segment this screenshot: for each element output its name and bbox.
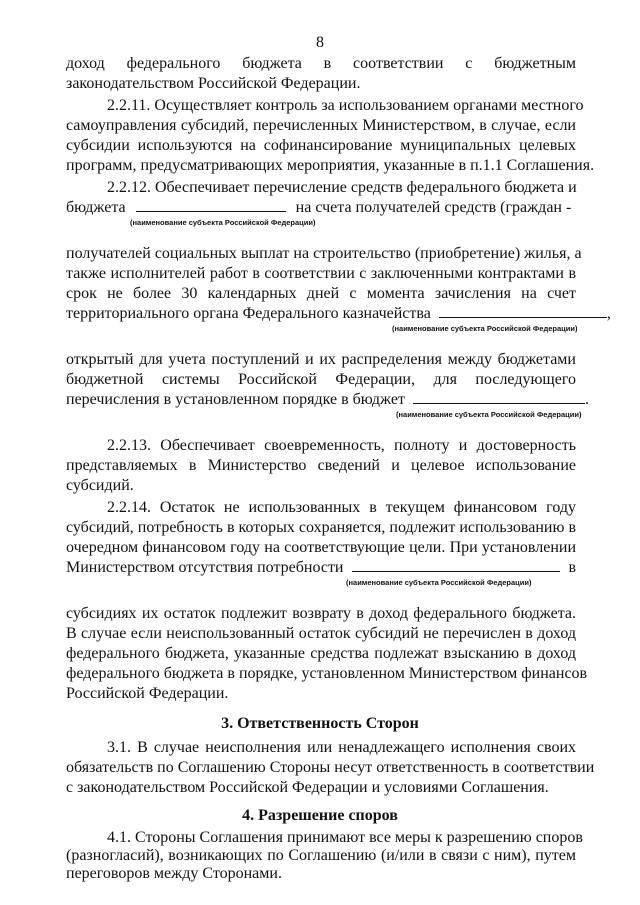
text-line: очередном финансовом году на соответствующие цели. При установлении (66, 539, 576, 556)
text-line: федерального бюджета, указанные средства подлежат взысканию в доход (66, 645, 576, 662)
fill-in-blank (352, 558, 560, 572)
text-line: 2.2.12. Обеспечивает перечисление средств федерального бюджета и (107, 179, 577, 196)
text-line: открытый для учета поступлений и их распределения между бюджетами (66, 351, 576, 368)
text-line-with-blank (66, 390, 589, 410)
text-line: обязательств по Соглашению Стороны несут ответственность в соответствии (66, 759, 595, 776)
text-line: Российской Федерации. (66, 685, 229, 702)
text-line: федерального бюджета в порядке, установленном Министерством финансов (66, 665, 588, 682)
blank-caption: (наименование субъекта Российской Федерации) (392, 324, 578, 333)
fill-in-blank (413, 390, 585, 404)
text-line: (разногласий), возникающих по Соглашению (и/или в связи с ним), путем (66, 847, 576, 864)
text-line-with-blank (66, 304, 611, 324)
text-line: переговоров между Сторонами. (66, 865, 282, 882)
text-line: также исполнителей работ в соответствии с заключенными контрактами в (66, 265, 576, 282)
text-fragment: перечисления в установленном порядке в бюджет (66, 391, 405, 408)
text-line: программ, предусматривающих мероприятия, указанные в п.1.1 Соглашения. (66, 157, 595, 174)
text-fragment: на счета получателей средств (граждан - (295, 199, 572, 216)
section-heading: 3. Ответственность Сторон (221, 715, 419, 732)
text-line-with-blank (66, 558, 576, 578)
text-line: субсидии используются на софинансирование муниципальных целевых (66, 137, 576, 154)
text-line: срок не более 30 календарных дней с момента зачисления на счет (66, 285, 576, 302)
text-line: субсидий. (66, 477, 134, 494)
text-line: 2.2.13. Обеспечивает своевременность, полноту и достоверность (107, 437, 576, 454)
section-heading: 4. Разрешение споров (242, 807, 398, 824)
text-fragment: бюджета (66, 199, 126, 216)
text-line: 2.2.14. Остаток не использованных в текущем финансовом году (107, 499, 576, 516)
text-line: получателей социальных выплат на строительство (приобретение) жилья, а (66, 245, 582, 262)
text-line: с законодательством Российской Федерации и условиями Соглашения. (66, 779, 549, 796)
text-line: самоуправления субсидий, перечисленных Министерством, в случае, если (66, 117, 576, 134)
text-fragment: . (584, 391, 589, 408)
text-line: субсидий, потребность в которых сохраняется, подлежит использованию в (66, 519, 576, 536)
text-fragment: в (568, 559, 576, 576)
text-line: 3.1. В случае неисполнения или ненадлежащего исполнения своих (107, 739, 576, 756)
page-number: 8 (316, 34, 324, 51)
text-line: законодательством Российской Федерации. (66, 75, 361, 92)
text-fragment: территориального органа Федерального казначейства (66, 305, 431, 322)
text-line: В случае если неиспользованный остаток субсидий не перечислен в доход (66, 625, 576, 642)
blank-caption: (наименование субъекта Российской Федерации) (130, 218, 316, 227)
blank-caption: (наименование субъекта Российской Федерации) (396, 410, 582, 419)
text-fragment: , (606, 305, 611, 322)
text-line: бюджетной системы Российской Федерации, для последующего (66, 371, 576, 388)
text-line-with-blank (66, 198, 576, 218)
text-line: представляемых в Министерство сведений и целевое использование (66, 457, 576, 474)
text-line: 4.1. Стороны Соглашения принимают все меры к разрешению споров (107, 829, 583, 846)
text-fragment: Министерством отсутствия потребности (66, 559, 344, 576)
text-line: 2.2.11. Осуществляет контроль за использованием органами местного (107, 97, 584, 114)
fill-in-blank (439, 304, 607, 318)
fill-in-blank (136, 198, 286, 212)
text-line: субсидиях их остаток подлежит возврату в доход федерального бюджета. (66, 605, 576, 622)
text-line: доход федерального бюджета в соответствии с бюджетным (66, 55, 576, 72)
blank-caption: (наименование субъекта Российской Федерации) (346, 578, 532, 587)
